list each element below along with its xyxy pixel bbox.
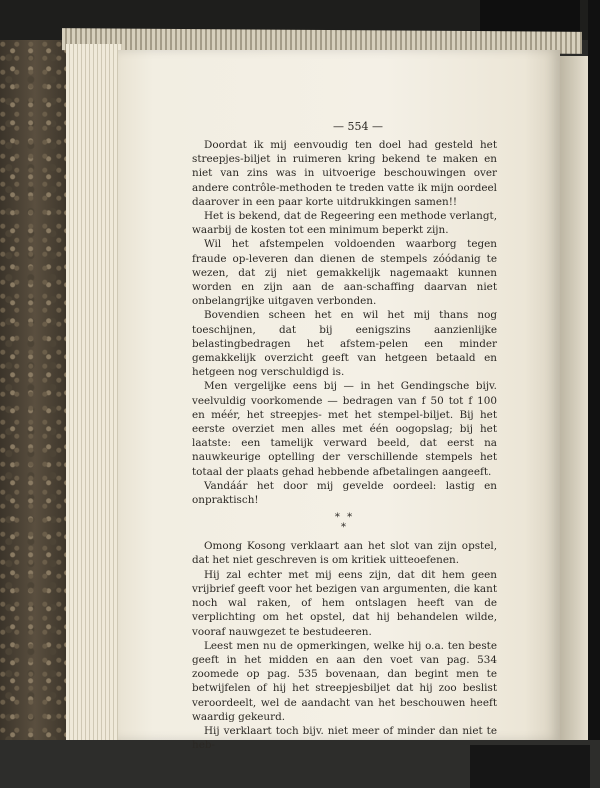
paragraph: Men vergelijke eens bij — in het Gendingsche bijv. veelvuldig voorkomende — bedragen van f 50 tot f 100 en méér, het streepjes- met het stempel-biljet. Bij het eerste overziet men alles met één oogopslag; bij het laatste: een tamelijk verward beeld, dat eerst na nauwkeurige optelling der verschillende stempels het totaal der plaats gehad hebbende afbetalingen aangeeft. — [192, 380, 497, 478]
facing-page-edge — [560, 56, 590, 746]
paragraph: Hij verklaart toch bijv. niet meer of minder dan niet te heb- — [192, 724, 497, 752]
page-stack-edge — [66, 44, 122, 744]
page-text — [192, 138, 497, 752]
paragraph: Wil het afstempelen voldoenden waarborg tegen fraude op-leveren dan dienen de stempels zóódanig te wezen, dat zij niet gemakkelijk nagemaakt kunnen worden en zijn aan de aan-schaffing daarvan niet onbelangrijke uitgaven verbonden. — [192, 238, 497, 308]
page-number: — 554 — — [333, 120, 383, 133]
paragraph: Omong Kosong verklaart aan het slot van zijn opstel, dat het niet geschreven is om kritiek uitteoefenen. — [192, 540, 497, 567]
paragraph: Hij zal echter met mij eens zijn, dat dit hem geen vrijbrief geeft voor het bezigen van argumenten, die kant noch wal raken, of hem ontslagen heeft van de verplichting om het opstel, dat hij behandelen wilde, vooraf nauwgezet te bestudeeren. — [192, 568, 497, 638]
paragraph: Het is bekend, dat de Regeering een methode verlangt, waarbij de kosten tot een minimum beperkt zijn. — [192, 210, 497, 237]
paragraph: Leest men nu de opmerkingen, welke hij o.a. ten beste geeft in het midden en aan den voet van pag. 534 zoomede op pag. 535 bovenaan, dan begint men te betwijfelen of hij het streepjesbiljet dat hij zoo beslist veroordeelt, wel de aandacht van het beschouwen heeft waardig gekeurd. — [192, 639, 497, 723]
paragraph: Bovendien scheen het en wil het mij thans nog toeschijnen, dat bij eenigszins aanzienlijke belastingbedragen het afstem-pelen een minder gemakkelijk overzicht geeft van hetgeen betaald en hetgeen nog verschuldigd is. — [192, 309, 497, 379]
section-separator: * * * — [334, 512, 355, 534]
right-cover — [588, 0, 600, 788]
marbled-cover — [0, 40, 70, 740]
paragraph: Doordat ik mij eenvoudig ten doel had gesteld het streepjes-biljet in ruimeren kring bekend te maken en niet van zins was in uitvoerige beschouwingen over andere contrôle-methoden te treden vatte ik mijn oordeel daarover in een paar korte uitdrukkingen samen!! — [192, 139, 497, 208]
paragraph: Vandáár het door mij gevelde oordeel: lastig en onpraktisch! — [192, 479, 497, 507]
